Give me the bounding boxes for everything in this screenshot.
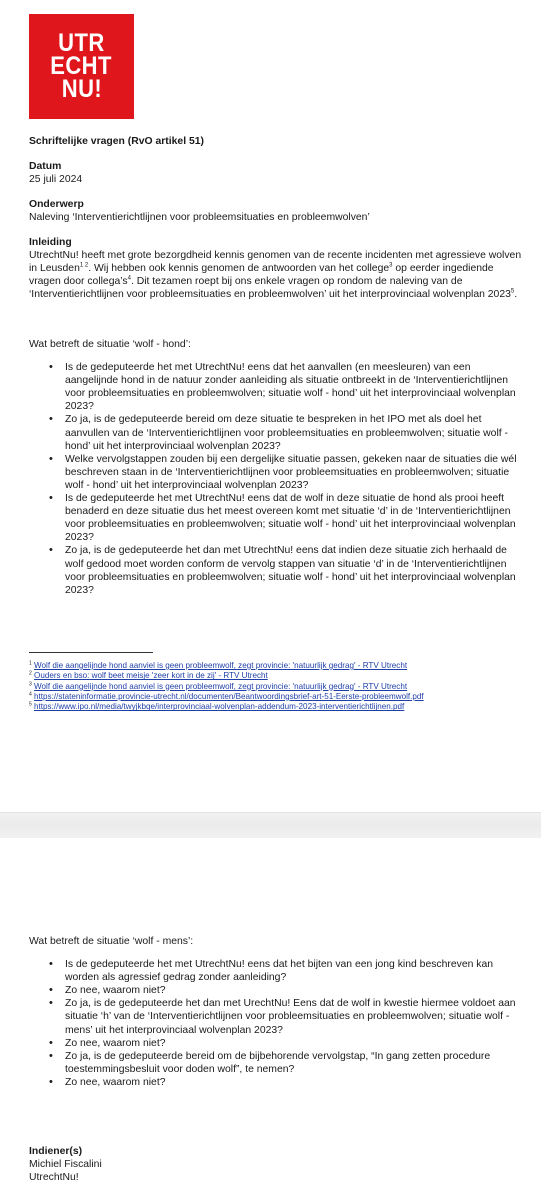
date-value: 25 juli 2024: [29, 174, 83, 186]
subject-block: [29, 198, 523, 224]
submitter-name: Michiel Fiscalini: [29, 1159, 102, 1171]
footnote-link[interactable]: Wolf die aangelijnde hond aanviel is geen probleemwolf, zegt provincie: 'natuurlijk gedrag' - RTV Utrecht: [34, 661, 408, 670]
footnote-ref: 4: [127, 275, 131, 282]
utrechtnu-logo: [29, 14, 134, 119]
page-break: [0, 812, 541, 840]
logo-line-2: ECHT: [50, 52, 113, 80]
section-wolf-mens-title: Wat betreft de situatie ‘wolf - mens’:: [29, 936, 194, 947]
footnote-link[interactable]: Wolf die aangelijnde hond aanviel is geen probleemwolf, zegt provincie: 'natuurlijk gedrag' - RTV Utrecht: [34, 681, 408, 691]
list-item: • Is de gedeputeerde het met UtrechtNu! eens dat de wolf in deze situatie de hond als prooi heeft benaderd en deze situatie dus het meest overeen komt met situatie ‘d’ in de ‘Interventierichtlijnen voor probleemsituaties en probleemwolven; situatie wolf - hond’ uit het interprovinciaal wolvenplan 2023?: [29, 492, 523, 544]
footnote: $^3$ Wolf die aangelijnde hond aanviel is geen probleemwolf, zegt provincie: 'natuurlijk gedrag' - RTV Utrecht: [29, 680, 408, 691]
footnote: $^5$ https://www.ipo.nl/media/twyjkbqe/interprovinciaal-wolvenplan-addendum-2023-interventierichtlijnen.pdf: [29, 701, 405, 712]
footnote-link[interactable]: https://stateninformatie.provincie-utrecht.nl/documenten/Beantwoordingsbrief-art-51-Eerste-probleemwolf.pdf: [34, 691, 424, 701]
list-item: • Zo nee, waarom niet?: [29, 984, 523, 997]
logo-line-3: NU!: [61, 75, 102, 103]
subject-label: Onderwerp: [29, 199, 84, 210]
footnote-ref: 5: [510, 288, 515, 295]
footnote-ref: 1 2: [79, 262, 89, 269]
list-item: • Zo ja, is de gedeputeerde het dan met UtrechtNu! eens dat indien deze situatie zich herhaald de wolf gedood moet worden conform de vervolg stappen van situatie ‘d’ in de ‘Interventierichtlijnen voor probleemsituaties en probleemwolven; situatie wolf - hond’ uit het interprovinciaal wolvenplan 2023?: [29, 544, 523, 596]
footnotes: [29, 661, 523, 712]
list-item: • Zo ja, is de gedeputeerde bereid om deze situatie te bespreken in het IPO met als doel het aanvullen van de ‘Interventierichtlijnen voor probleemsituaties en probleemwolven; situatie wolf - hond’ uit het interprovinciaal wolvenplan 2023?: [29, 413, 523, 452]
footnote-separator: [29, 652, 153, 653]
section-wolf-mens: [29, 935, 523, 1089]
list-item: • Zo ja, is de gedeputeerde bereid om de bijbehorende vervolgstap, “In gang zetten procedure toestemmingsbesluit voor doden wolf”, te nemen?: [29, 1050, 523, 1076]
section-wolf-hond-title: Wat betreft de situatie ‘wolf - hond’:: [29, 339, 191, 350]
date-block: [29, 160, 523, 186]
list-item: • Welke vervolgstappen zouden bij een dergelijke situatie passen, gekeken naar de situaties die wél beschreven staan in de ‘Interventierichtlijnen voor probleemsituaties en probleemwolven; situatie wolf - hond’ uit het interprovinciaal wolvenplan 2023?: [29, 453, 523, 492]
footnote-link[interactable]: Ouders en bso: wolf beet meisje 'zeer kort in de zij' - RTV Utrecht: [34, 671, 268, 681]
footnote: $^1$ Wolf die aangelijnde hond aanviel is geen probleemwolf, zegt provincie: 'natuurlijk gedrag' - RTV Utrecht: [29, 660, 408, 670]
list-item: • Zo nee, waarom niet?: [29, 1076, 523, 1089]
document-header: [29, 135, 523, 148]
footnote-ref: 3: [389, 262, 393, 269]
document-page-2: [0, 838, 541, 1200]
list-item: • Is de gedeputeerde het met UtrechtNu! eens dat het bijten van een jong kind beschreven kan worden als agressief gedrag zonder aanleiding?: [29, 958, 523, 984]
submitter-party: UtrechtNu!: [29, 1172, 79, 1184]
section-wolf-hond: [29, 338, 523, 597]
intro-label: Inleiding: [29, 237, 72, 248]
list-item: • Zo nee, waarom niet?: [29, 1037, 523, 1050]
footnote-link[interactable]: https://www.ipo.nl/media/twyjkbqe/interprovinciaal-wolvenplan-addendum-2023-interventierichtlijnen.pdf: [34, 702, 405, 712]
footnote: $^4$ https://stateninformatie.provincie-utrecht.nl/documenten/Beantwoordingsbrief-art-51-Eerste-probleemwolf.pdf: [29, 691, 424, 701]
intro-block: [29, 236, 523, 301]
submitter-block: [29, 1145, 523, 1184]
question-list-wolf-mens: [29, 958, 523, 1089]
question-list-wolf-hond: [29, 361, 523, 597]
logo-line-1: UTR: [58, 29, 105, 57]
subject-value: Naleving ‘Interventierichtlijnen voor probleemsituaties en probleemwolven’: [29, 212, 370, 224]
list-item: • Is de gedeputeerde het met UtrechtNu! eens dat het aanvallen (en meesleuren) van een aangelijnde hond in de natuur zonder aanleiding als situatie ontbreekt in de ‘Interventierichtlijnen voor probleemsituaties en probleemwolven; situatie wolf - hond’ uit het interprovinciaal wolvenplan 2023?: [29, 361, 523, 413]
list-item: • Zo ja, is de gedeputeerde het dan met UrechtNu! Eens dat de wolf in kwestie hiermee voldoet aan situatie ‘h’ van de ‘Interventierichtlijnen voor probleemsituaties en probleemwolven; situatie wolf - mens’ uit het interprovinciaal wolvenplan 2023?: [29, 997, 523, 1036]
intro-paragraph: UtrechtNu! heeft met grote bezorgdheid kennis genomen van de recente incidenten met agressieve wolven in Leusden$^{1 2}$. Wij hebben ook kennis genomen de antwoorden van het college$^3$ op eerder ingediende vragen door $collega’s^4$. Dit tezamen roept bij ons enkele vragen op rondom de naleving van de ‘Interventierichtlijnen voor probleemsituaties en probleemwolven’ uit het interprovinciaal wolvenplan 2023$^5$.: [29, 250, 522, 301]
footnote: $^2$ Ouders en bso: wolf beet meisje 'zeer kort in de zij' - RTV Utrecht: [29, 670, 268, 681]
date-label: Datum: [29, 161, 62, 172]
document-type: Schriftelijke vragen (RvO artikel 51): [29, 136, 204, 147]
submitter-label: Indiener(s): [29, 1146, 83, 1157]
